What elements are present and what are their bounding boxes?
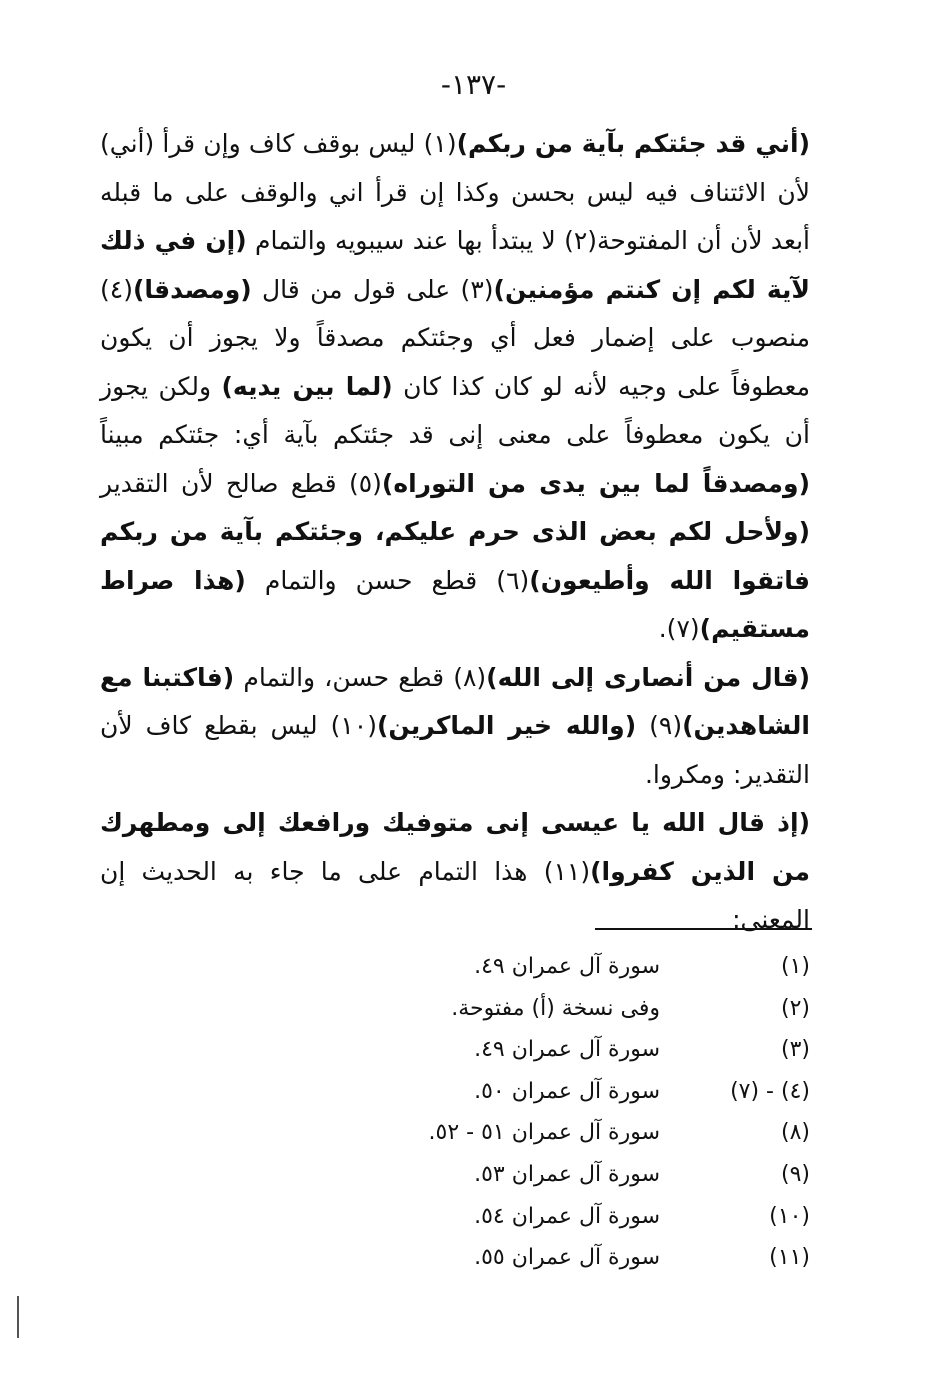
footnote-text: سورة آل عمران ٥١ - ٥٢. — [428, 1120, 660, 1146]
commentary-text: ولكن يجوز أن يكون معطوفاً على معنى إنى قد جئتكم بآية أي: جئتكم مبيناً — [100, 371, 810, 449]
paragraph — [100, 120, 810, 654]
footnote-text: سورة آل عمران ٤٩. — [474, 1037, 660, 1063]
footnote-number: (٩) — [780, 1161, 810, 1187]
footnote-text: وفى نسخة (أ) مفتوحة. — [451, 995, 660, 1021]
quran-quote: (فاكتبنا مع الشاهدين) — [100, 662, 810, 740]
quran-quote: (أني قد جئتكم بآية من ربكم) — [456, 129, 811, 158]
quran-quote: (ولأحل لكم بعض الذى حرم عليكم، وجئتكم بآية من ربكم فاتقوا الله وأطيعون) — [100, 517, 810, 595]
footnote-text: سورة آل عمران ٥٠. — [474, 1078, 660, 1104]
quran-quote: (لما بين يديه) — [221, 371, 393, 401]
footnote-item — [380, 1154, 810, 1196]
scan-artifact-line — [17, 1296, 19, 1338]
paragraph — [100, 654, 810, 800]
commentary-text: (٦) قطع حسن والتمام — [245, 565, 530, 595]
footnote-item — [380, 1112, 810, 1154]
footnote-number: (٣) — [780, 1037, 810, 1063]
commentary-text: (١) ليس بوقف كاف وإن قرأ (أني) لأن الائتناف فيه ليس بحسن وكذا إن قرأ اني والوقف على ما قبله أبعد لأن أن المفتوحة(٢) لا يبتدأ بها عند سيبويه والتمام — [100, 129, 810, 255]
footnote-item — [380, 1196, 810, 1238]
commentary-text: (٨) قطع حسن، والتمام — [234, 662, 487, 692]
footnote-number: (٤) - (٧) — [730, 1078, 810, 1104]
quran-quote: (إذ قال الله يا عيسى إنى متوفيك ورافعك إلى ومطهرك من الذين كفروا) — [100, 808, 810, 886]
main-text — [100, 120, 810, 945]
quran-quote: (ومصدقا) — [132, 274, 252, 304]
quran-quote: (ومصدقاً لما بين يدى من التوراه) — [381, 468, 810, 498]
footnote-item — [380, 988, 810, 1030]
footnote-number: (٢) — [780, 995, 810, 1021]
commentary-text: (١١) هذا التمام على ما جاء به الحديث إن المعنى: — [100, 856, 810, 934]
commentary-text: (٧). — [658, 614, 700, 643]
paragraph — [100, 799, 810, 945]
footnote-number: (١٠) — [769, 1203, 810, 1229]
commentary-text: (٩) — [636, 711, 683, 740]
footnote-number: (١١) — [769, 1245, 810, 1271]
commentary-text: (٥) قطع صالح لأن التقدير — [100, 468, 382, 498]
footnote-item — [380, 1029, 810, 1071]
footnote-item — [380, 946, 810, 988]
quran-quote: (هذا صراط مستقيم) — [100, 565, 810, 643]
footnote-divider — [595, 928, 812, 930]
commentary-text: (٣) على قول من قال — [251, 274, 494, 304]
quran-quote: (إن في ذلك لآية لكم إن كنتم مؤمنين) — [100, 226, 810, 304]
commentary-text: (١٠) ليس بقطع كاف لأن التقدير: ومكروا. — [100, 711, 810, 789]
footnote-number: (٨) — [780, 1120, 810, 1146]
footnote-text: سورة آل عمران ٤٩. — [474, 954, 660, 979]
quran-quote: (والله خير الماكرين) — [377, 711, 637, 740]
quran-quote: (قال من أنصارى إلى الله) — [486, 662, 810, 692]
footnote-text: سورة آل عمران ٥٤. — [474, 1203, 660, 1229]
footnotes-list — [380, 946, 810, 1279]
footnote-text: سورة آل عمران ٥٥. — [474, 1245, 660, 1271]
footnote-text: سورة آل عمران ٥٣. — [474, 1161, 660, 1187]
footnote-item — [380, 1237, 810, 1279]
page-number: -١٣٧- — [440, 68, 507, 101]
commentary-text: (٤) منصوب على إضمار فعل أي وجئتكم مصدقاً ولا يجوز أن يكون معطوفاً على وجيه لأنه لو كان كذا كان — [100, 274, 810, 401]
footnote-item — [380, 1071, 810, 1113]
footnote-number: (١) — [780, 954, 810, 979]
